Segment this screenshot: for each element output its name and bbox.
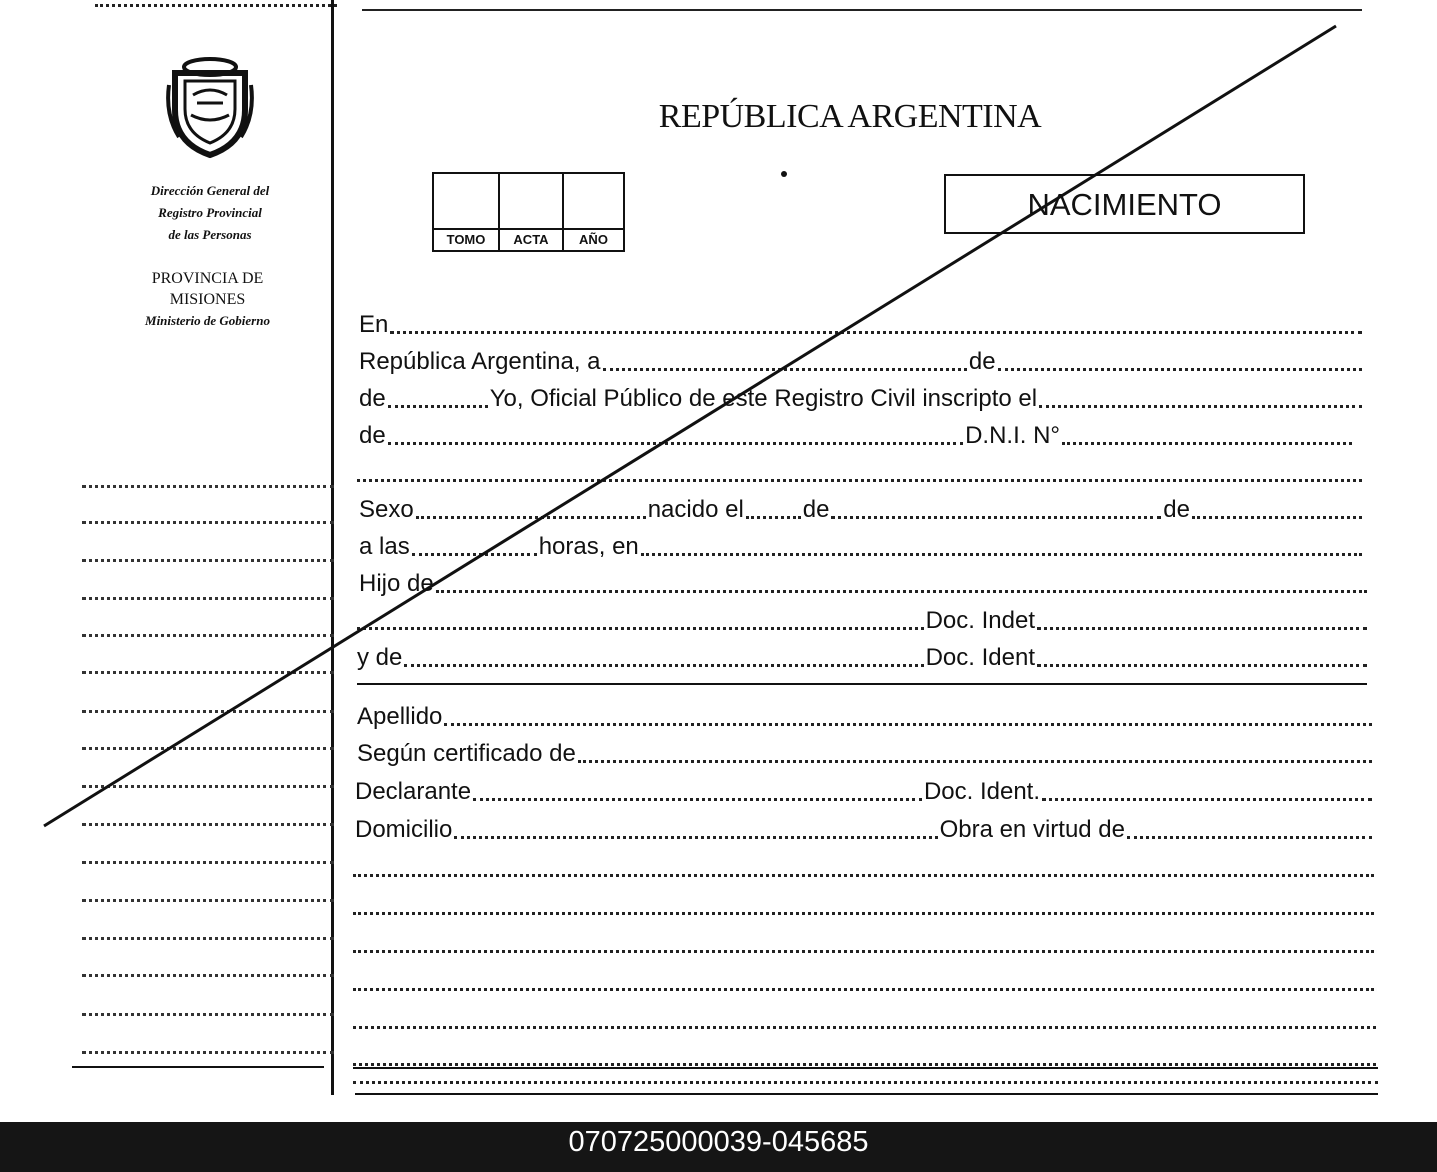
label-doc-ident: Doc. Ident xyxy=(925,644,1035,671)
label-domicilio: Domicilio xyxy=(355,816,453,843)
label-de: de xyxy=(968,348,996,375)
label-sexo: Sexo xyxy=(359,496,414,523)
label-declarante: Declarante xyxy=(355,778,472,805)
label-y-de: y de xyxy=(357,644,403,671)
acta-label: ACTA xyxy=(500,228,562,252)
tomo-label: TOMO xyxy=(434,228,498,252)
registry-line: Registro Provincial xyxy=(158,205,262,220)
label-obra: Obra en virtud de xyxy=(939,816,1125,843)
act-type-box: NACIMIENTO xyxy=(944,174,1305,234)
label-doc-indet: Doc. Indet xyxy=(925,607,1035,634)
label-hijo-de: Hijo de xyxy=(359,570,434,597)
label-de: de xyxy=(359,385,386,412)
label-doc-ident: Doc. Ident. xyxy=(923,778,1040,805)
country-title: REPÚBLICA ARGENTINA xyxy=(658,98,1042,135)
label-segun: Según certificado de xyxy=(357,740,576,767)
document-barcode-number: 070725000039-045685 xyxy=(0,1122,1437,1172)
ministry-name: Ministerio de Gobierno xyxy=(145,313,270,328)
label-republica: República Argentina, a xyxy=(359,348,601,375)
ano-label: AÑO xyxy=(564,228,623,252)
label-dni: D.N.I. N° xyxy=(965,422,1060,449)
registry-line: Dirección General del xyxy=(150,183,270,198)
province-line: MISIONES xyxy=(169,291,246,308)
label-en: En xyxy=(359,311,389,338)
province-line: PROVINCIA DE xyxy=(151,270,264,287)
label-horas: horas, en xyxy=(538,533,639,560)
label-de: de xyxy=(359,422,386,449)
label-a-las: a las xyxy=(359,533,410,560)
label-de: de xyxy=(802,496,830,523)
label-de: de xyxy=(1163,496,1190,523)
label-nacido: nacido el xyxy=(647,496,744,523)
label-apellido: Apellido xyxy=(357,703,443,730)
label-oficial: Yo, Oficial Público de este Registro Civil inscripto el xyxy=(489,385,1038,412)
registry-line: de las Personas xyxy=(168,227,252,242)
